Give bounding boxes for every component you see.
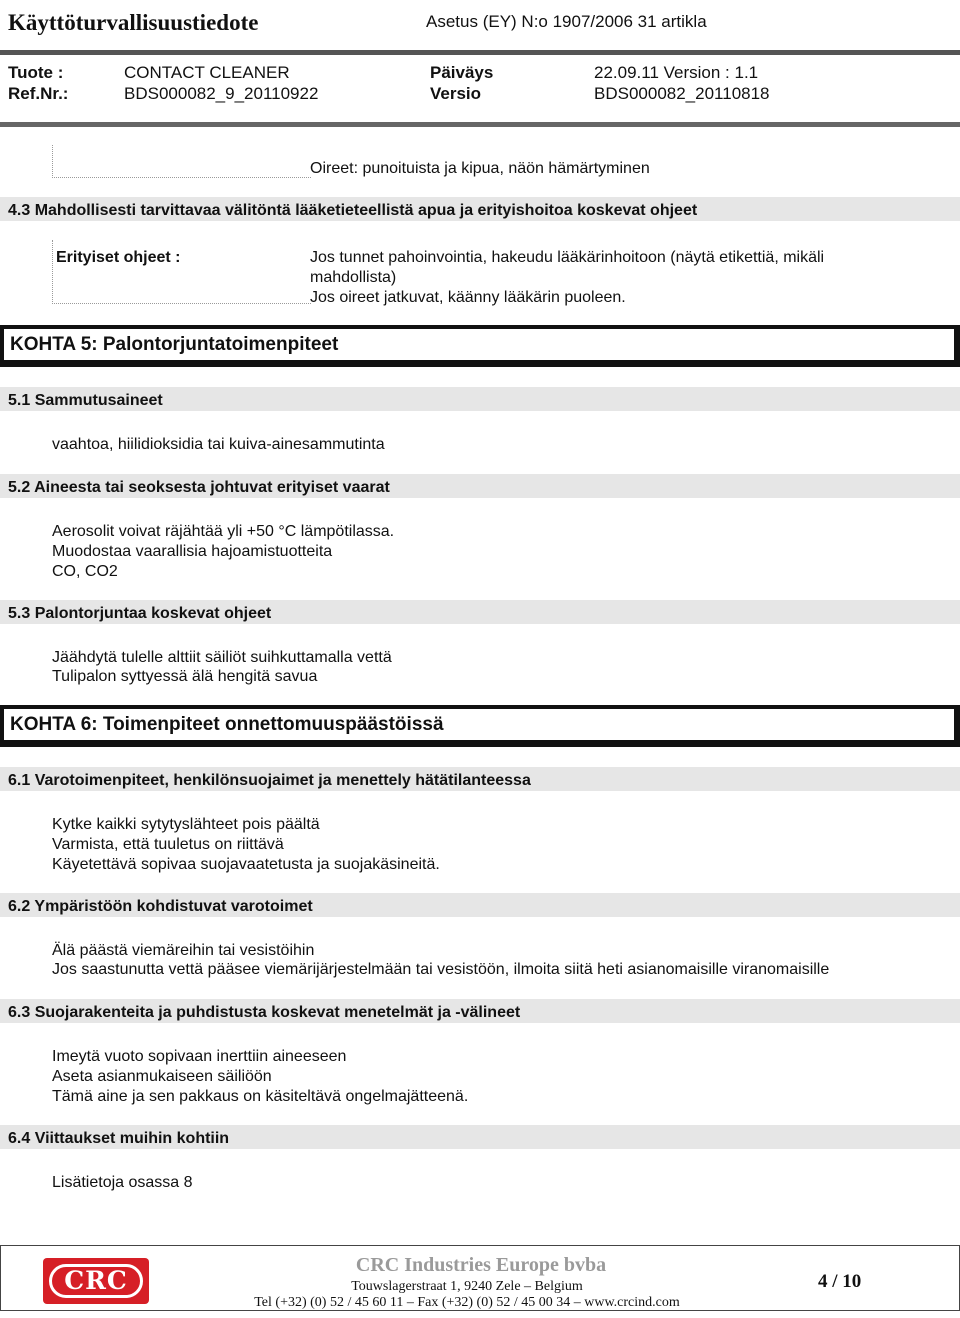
section-5-title: KOHTA 5: Palontorjuntatoimenpiteet xyxy=(4,329,957,363)
reference-line: Lisätietoja osassa 8 xyxy=(52,1174,193,1191)
extinguishing-media-text: vaahtoa, hiilidioksidia tai kuiva-ainesammutinta xyxy=(52,436,385,453)
special-instruction-line: Jos tunnet pahoinvointia, hakeudu lääkärinhoitoon (näytä etikettiä, mikäli xyxy=(310,249,825,266)
logo-wordmark: CRC xyxy=(49,1264,143,1298)
symptoms-text: Oireet: punoituista ja kipua, näön hämärtyminen xyxy=(310,160,650,177)
environment-line: Älä päästä viemäreihin tai vesistöihin xyxy=(52,942,315,959)
cleanup-line: Aseta asianmukaiseen säiliöön xyxy=(52,1068,272,1085)
section-6-3-heading: 6.3 Suojarakenteita ja puhdistusta koskevat menetelmät ja -välineet xyxy=(0,999,960,1023)
symptoms-field-box xyxy=(52,145,311,178)
section-6-4-heading: 6.4 Viittaukset muihin kohtiin xyxy=(0,1125,960,1149)
product-label: Tuote : xyxy=(8,63,64,82)
version-number: BDS000082_20110818 xyxy=(594,84,770,103)
reference-label: Ref.Nr.: xyxy=(8,84,69,103)
section-5-banner xyxy=(0,325,960,367)
section-6-1-heading: 6.1 Varotoimenpiteet, henkilönsuojaimet ja menettely hätätilanteessa xyxy=(0,767,960,791)
hazard-line: CO, CO2 xyxy=(52,563,118,580)
company-name: CRC Industries Europe bvba xyxy=(355,1254,607,1276)
section-4-3-heading: 4.3 Mahdollisesti tarvittavaa välitöntä lääketieteellistä apua ja erityishoitoa koskevat ohjeet xyxy=(0,197,960,221)
reference-meta-row xyxy=(8,84,952,106)
meta-divider xyxy=(0,122,960,127)
section-6-banner xyxy=(0,705,960,747)
reference-number: BDS000082_9_20110922 xyxy=(124,84,319,103)
precaution-line: Kytke kaikki sytytyslähteet pois päältä xyxy=(52,816,320,833)
firefighting-line: Tulipalon syttyessä älä hengitä savua xyxy=(52,668,318,685)
section-6-title: KOHTA 6: Toimenpiteet onnettomuuspäästöissä xyxy=(4,709,957,743)
document-title: Käyttöturvallisuustiedote xyxy=(8,10,259,35)
page-number: 4 / 10 xyxy=(818,1271,862,1292)
section-5-1-heading: 5.1 Sammutusaineet xyxy=(0,387,960,411)
date-version: 22.09.11 Version : 1.1 xyxy=(594,63,759,82)
product-meta-row xyxy=(8,63,952,85)
firefighting-line: Jäähdytä tulelle alttiit säiliöt suihkuttamalla vettä xyxy=(52,649,392,666)
company-contact: Tel (+32) (0) 52 / 45 60 11 – Fax (+32) (0) 52 / 45 00 34 – www.crcind.com xyxy=(254,1295,680,1310)
special-instruction-line: mahdollista) xyxy=(310,269,397,286)
section-6-2-heading: 6.2 Ympäristöön kohdistuvat varotoimet xyxy=(0,893,960,917)
date-label: Päiväys xyxy=(430,63,494,82)
header-divider xyxy=(0,50,960,55)
section-5-2-heading: 5.2 Aineesta tai seoksesta johtuvat erityiset vaarat xyxy=(0,474,960,498)
cleanup-line: Imeytä vuoto sopivaan inerttiin aineeseen xyxy=(52,1048,347,1065)
version-label: Versio xyxy=(430,84,482,103)
hazard-line: Muodostaa vaarallisia hajoamistuotteita xyxy=(52,543,333,560)
regulation-reference: Asetus (EY) N:o 1907/2006 31 artikla xyxy=(426,12,707,31)
environment-line: Jos saastunutta vettä pääsee viemärijärjestelmään tai vesistöön, ilmoita siitä heti asianomaisille viranomaisille xyxy=(52,961,830,978)
precaution-line: Varmista, että tuuletus on riittävä xyxy=(52,836,284,853)
hazard-line: Aerosolit voivat räjähtää yli +50 °C lämpötilassa. xyxy=(52,523,395,540)
special-instruction-line: Jos oireet jatkuvat, käänny lääkärin puoleen. xyxy=(310,289,626,306)
product-name: CONTACT CLEANER xyxy=(124,63,290,82)
page-footer xyxy=(0,1245,960,1311)
special-instructions-label: Erityiset ohjeet : xyxy=(56,249,181,266)
company-address: Touwslagerstraat 1, 9240 Zele – Belgium xyxy=(351,1279,583,1294)
document-header xyxy=(8,10,952,42)
section-5-3-heading: 5.3 Palontorjuntaa koskevat ohjeet xyxy=(0,600,960,624)
cleanup-line: Tämä aine ja sen pakkaus on käsiteltävä ongelmajätteenä. xyxy=(52,1088,469,1105)
precaution-line: Käyetettävä sopivaa suojavaatetusta ja suojakäsineitä. xyxy=(52,856,440,873)
